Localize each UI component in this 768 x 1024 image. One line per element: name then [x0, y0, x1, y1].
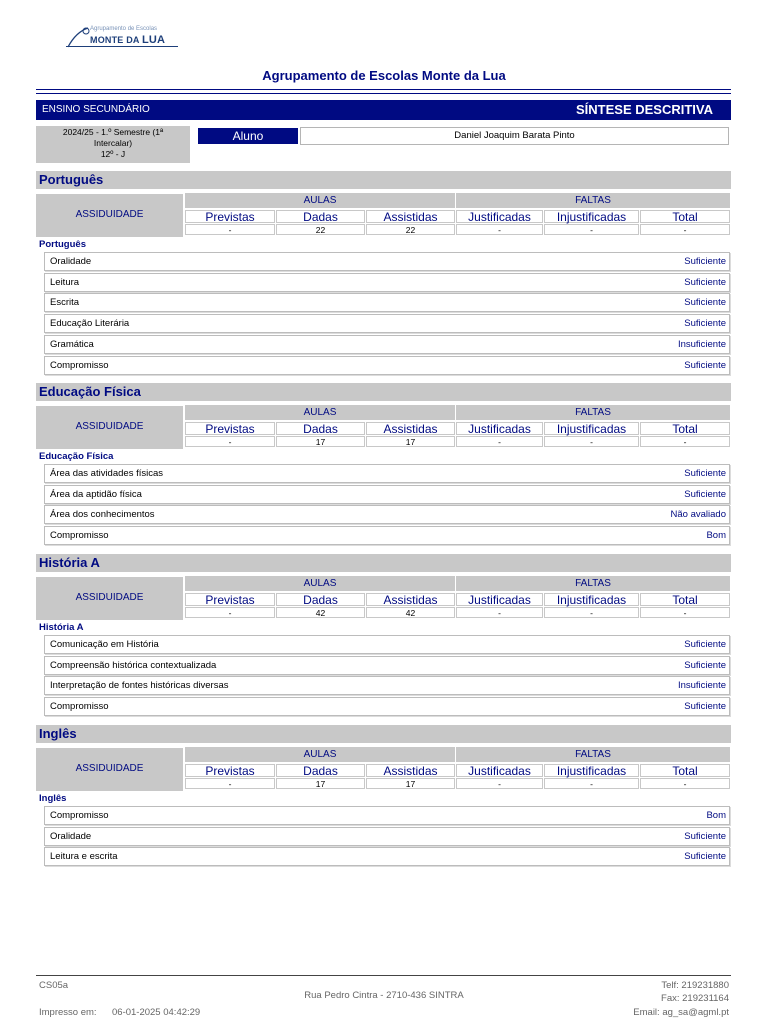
criterion-name: Gramática: [50, 338, 94, 350]
criterion-row: [44, 485, 730, 504]
school-address: Rua Pedro Cintra - 2710-436 SINTRA: [304, 990, 464, 1001]
subject-sublabel: Português: [39, 239, 86, 250]
criterion-grade: Suficiente: [684, 701, 726, 713]
criterion-name: Compromisso: [50, 810, 109, 821]
attendance-column-header: Injustificadas: [544, 422, 639, 435]
subject-title: Educação Física: [39, 384, 141, 399]
criterion-name: Interpretação de fontes históricas diversas: [50, 680, 229, 692]
criterion-row: [44, 827, 730, 846]
attendance-label: ASSIDUIDADE: [36, 577, 183, 620]
attendance-value: 22: [366, 224, 455, 235]
attendance-column-header: Previstas: [185, 422, 275, 435]
subject-header: [36, 554, 731, 572]
telephone: Telf: 219231880: [661, 980, 729, 991]
fax: Fax: 219231164: [661, 993, 729, 1004]
attendance-value: -: [456, 778, 543, 789]
attendance-value: 22: [276, 224, 365, 235]
criterion-grade: Suficiente: [684, 639, 726, 650]
criterion-name: Compreensão histórica contextualizada: [50, 659, 217, 671]
criterion-name: Área da aptidão física: [50, 488, 142, 500]
criterion-row: [44, 806, 730, 825]
attendance-value: 42: [276, 607, 365, 618]
attendance-value: 42: [366, 607, 455, 618]
classes-group-header: AULAS: [185, 193, 455, 208]
criterion-name: Área das atividades físicas: [50, 468, 164, 479]
attendance-value: -: [185, 778, 275, 789]
logo-underline: [66, 46, 178, 47]
attendance-column-header: Justificadas: [456, 422, 543, 435]
attendance-column-header: Assistidas: [366, 210, 455, 223]
attendance-column-header: Justificadas: [456, 593, 543, 606]
criterion-name: Compromisso: [50, 359, 109, 371]
criterion-grade: Suficiente: [684, 468, 726, 479]
attendance-value: -: [456, 224, 543, 235]
attendance-column-header: Previstas: [185, 210, 275, 223]
criterion-grade: Suficiente: [684, 830, 726, 842]
attendance-value: -: [640, 436, 730, 447]
subject-sublabel: Inglês: [39, 793, 67, 804]
attendance-value: -: [544, 224, 639, 235]
criterion-row: [44, 464, 730, 483]
criterion-row: [44, 635, 730, 654]
criterion-grade: Suficiente: [684, 851, 726, 863]
criterion-name: Compromisso: [50, 701, 109, 713]
criterion-name: Educação Literária: [50, 318, 130, 330]
logo-title: MONTE DA LUA: [90, 34, 166, 46]
attendance-value: -: [185, 224, 275, 235]
absences-group-header: FALTAS: [456, 747, 730, 762]
attendance-column-header: Dadas: [276, 210, 365, 223]
attendance-value: -: [185, 607, 275, 618]
criterion-name: Comunicação em História: [50, 639, 159, 650]
attendance-value: -: [640, 224, 730, 235]
criterion-grade: Suficiente: [684, 359, 726, 371]
attendance-column-header: Total: [640, 764, 730, 777]
subject-header: [36, 171, 731, 189]
subject-header: [36, 383, 731, 401]
criterion-grade: Bom: [706, 530, 726, 542]
attendance-value: -: [544, 607, 639, 618]
attendance-column-header: Previstas: [185, 593, 275, 606]
attendance-value: 17: [366, 778, 455, 789]
criterion-grade: Bom: [706, 810, 726, 821]
school-logo: [66, 26, 186, 50]
school-name: Agrupamento de Escolas Monte da Lua: [262, 68, 506, 83]
document-title: SÍNTESE DESCRITIVA: [575, 102, 713, 117]
printed-date: 06-01-2025 04:42:29: [112, 1007, 201, 1018]
subject-sublabel: História A: [39, 622, 84, 633]
attendance-value: 17: [276, 436, 365, 447]
attendance-value: 17: [276, 778, 365, 789]
attendance-label: ASSIDUIDADE: [36, 748, 183, 791]
attendance-column-header: Justificadas: [456, 764, 543, 777]
criterion-grade: Suficiente: [684, 297, 726, 309]
subject-title: História A: [39, 555, 100, 570]
attendance-value: -: [544, 436, 639, 447]
criterion-grade: Insuficiente: [677, 680, 726, 692]
education-level: ENSINO SECUNDÁRIO: [42, 104, 150, 115]
attendance-column-header: Assistidas: [366, 764, 455, 777]
attendance-column-header: Total: [640, 422, 730, 435]
criterion-row: [44, 656, 730, 675]
attendance-value: -: [456, 436, 543, 447]
attendance-column-header: Injustificadas: [544, 210, 639, 223]
attendance-column-header: Total: [640, 210, 730, 223]
classes-group-header: AULAS: [185, 405, 455, 420]
attendance-column-header: Assistidas: [366, 422, 455, 435]
attendance-column-header: Justificadas: [456, 210, 543, 223]
subject-header: [36, 725, 731, 743]
absences-group-header: FALTAS: [456, 193, 730, 208]
classes-group-header: AULAS: [185, 747, 455, 762]
subject-title: Português: [39, 172, 104, 187]
criterion-grade: Suficiente: [684, 256, 726, 267]
period-line: Intercalar): [93, 138, 133, 148]
student-label: Aluno: [198, 128, 298, 144]
attendance-value: -: [640, 607, 730, 618]
printed-label: Impresso em:: [39, 1007, 97, 1018]
absences-group-header: FALTAS: [456, 405, 730, 420]
attendance-column-header: Dadas: [276, 422, 365, 435]
moon-logo-icon: [66, 26, 90, 48]
criterion-name: Escrita: [50, 297, 80, 309]
classes-group-header: AULAS: [185, 576, 455, 591]
criterion-name: Leitura e escrita: [50, 851, 118, 863]
attendance-label: ASSIDUIDADE: [36, 194, 183, 237]
criterion-name: Oralidade: [50, 256, 92, 267]
criterion-name: Oralidade: [50, 830, 92, 842]
attendance-column-header: Dadas: [276, 764, 365, 777]
attendance-label: ASSIDUIDADE: [36, 406, 183, 449]
period-line: 2024/25 - 1.º Semestre (1ª: [62, 127, 164, 137]
attendance-value: -: [456, 607, 543, 618]
attendance-column-header: Previstas: [185, 764, 275, 777]
criterion-row: [44, 335, 730, 354]
attendance-value: 17: [366, 436, 455, 447]
attendance-value: -: [640, 778, 730, 789]
criterion-row: [44, 526, 730, 545]
criterion-name: Leitura: [50, 276, 80, 288]
criterion-row: [44, 847, 730, 866]
divider: [36, 93, 731, 94]
attendance-column-header: Total: [640, 593, 730, 606]
criterion-grade: Suficiente: [684, 318, 726, 330]
class-label: 12º - J: [100, 149, 126, 159]
form-code: CS05a: [39, 980, 69, 991]
email: Email: ag_sa@agml.pt: [633, 1007, 729, 1018]
attendance-value: -: [544, 778, 639, 789]
criterion-row: [44, 314, 730, 333]
logo-subtitle: Agrupamento de Escolas: [90, 26, 158, 32]
criterion-row: [44, 252, 730, 271]
student-name: Daniel Joaquim Barata Pinto: [300, 127, 729, 145]
attendance-value: -: [185, 436, 275, 447]
period-info: [36, 126, 190, 163]
criterion-row: [44, 697, 730, 716]
criterion-grade: Suficiente: [684, 276, 726, 288]
criterion-row: [44, 505, 730, 524]
absences-group-header: FALTAS: [456, 576, 730, 591]
criterion-row: [44, 676, 730, 695]
attendance-column-header: Assistidas: [366, 593, 455, 606]
report-header-bar: [36, 100, 731, 120]
criterion-grade: Insuficiente: [677, 338, 726, 350]
attendance-column-header: Injustificadas: [544, 764, 639, 777]
subject-title: Inglês: [39, 726, 77, 741]
criterion-row: [44, 293, 730, 312]
footer-divider: [36, 975, 731, 976]
criterion-row: [44, 273, 730, 292]
criterion-grade: Suficiente: [684, 659, 726, 671]
attendance-column-header: Dadas: [276, 593, 365, 606]
criterion-row: [44, 356, 730, 375]
criterion-grade: Suficiente: [684, 488, 726, 500]
subject-sublabel: Educação Física: [39, 451, 114, 462]
criterion-grade: Não avaliado: [670, 509, 726, 521]
divider: [36, 89, 731, 90]
criterion-name: Área dos conhecimentos: [50, 509, 155, 521]
criterion-name: Compromisso: [50, 530, 109, 542]
attendance-column-header: Injustificadas: [544, 593, 639, 606]
